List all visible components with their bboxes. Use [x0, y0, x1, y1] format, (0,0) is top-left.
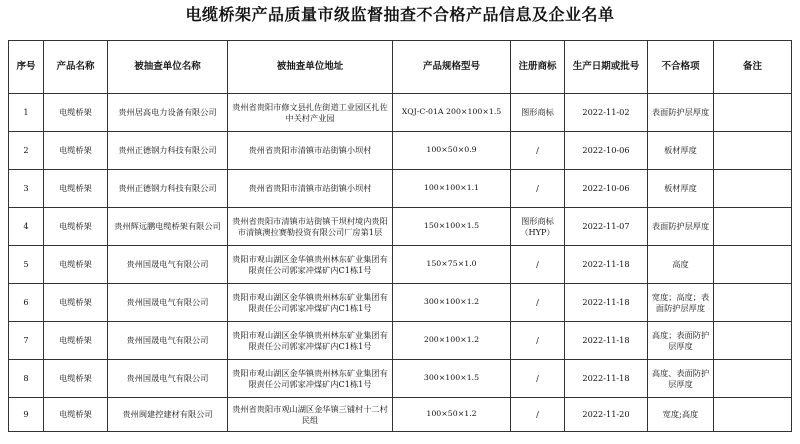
cell-product: 电缆桥架	[44, 246, 108, 284]
cell-company: 贵州正德钢力科技有限公司	[108, 132, 228, 170]
cell-address: 贵州省贵阳市观山湖区金华镇三铺村十二村民组	[228, 398, 393, 432]
table-row	[9, 170, 792, 208]
cell-defect: 高度	[648, 246, 714, 284]
cell-defect: 表面防护层厚度	[648, 94, 714, 132]
table-row	[9, 132, 792, 170]
cell-date: 2022-11-20	[565, 398, 648, 432]
table-row	[9, 360, 792, 398]
cell-remark	[714, 208, 792, 246]
cell-defect: 表面防护层厚度	[648, 208, 714, 246]
cell-spec: 300×100×1.2	[393, 284, 511, 322]
cell-spec: 100×100×1.1	[393, 170, 511, 208]
cell-address: 贵阳市观山湖区金华镇贵州林东矿业集团有限责任公司郭家冲煤矿内C1栋1号	[228, 284, 393, 322]
cell-index: 7	[9, 322, 44, 360]
cell-defect: 高度、表面防护层厚度	[648, 360, 714, 398]
cell-remark	[714, 246, 792, 284]
cell-address: 贵州省贵阳市清镇市站街镇小坝村	[228, 170, 393, 208]
cell-trademark: /	[511, 322, 565, 360]
header-remark: 备注	[714, 41, 792, 94]
cell-company: 贵州国晟电气有限公司	[108, 322, 228, 360]
cell-spec: 100×50×0.9	[393, 132, 511, 170]
cell-defect: 高度；表面防护层厚度	[648, 322, 714, 360]
header-company: 被抽查单位名称	[108, 41, 228, 94]
cell-address: 贵阳市观山湖区金华镇贵州林东矿业集团有限责任公司郭家冲煤矿内C1栋1号	[228, 322, 393, 360]
cell-company: 贵州正德钢力科技有限公司	[108, 170, 228, 208]
cell-defect: 宽度；高度；表面防护层厚度	[648, 284, 714, 322]
cell-remark	[714, 322, 792, 360]
nonconforming-products-table	[8, 40, 792, 432]
cell-remark	[714, 360, 792, 398]
cell-product: 电缆桥架	[44, 208, 108, 246]
table-row	[9, 284, 792, 322]
cell-defect: 宽度;高度	[648, 398, 714, 432]
table-row	[9, 246, 792, 284]
cell-trademark: /	[511, 170, 565, 208]
cell-date: 2022-11-07	[565, 208, 648, 246]
header-product: 产品名称	[44, 41, 108, 94]
cell-date: 2022-10-06	[565, 170, 648, 208]
cell-index: 4	[9, 208, 44, 246]
cell-remark	[714, 284, 792, 322]
header-date: 生产日期或批号	[565, 41, 648, 94]
cell-spec: 200×100×1.2	[393, 322, 511, 360]
cell-product: 电缆桥架	[44, 284, 108, 322]
cell-index: 6	[9, 284, 44, 322]
cell-remark	[714, 170, 792, 208]
page-title: 电缆桥架产品质量市级监督抽查不合格产品信息及企业名单	[185, 5, 615, 24]
cell-company: 贵州辉远鹏电缆桥架有限公司	[108, 208, 228, 246]
cell-spec: 150×75×1.0	[393, 246, 511, 284]
cell-product: 电缆桥架	[44, 94, 108, 132]
cell-address: 贵州省贵阳市清镇市站街镇干坝村境内贵阳市清镇澳拉赛勒投资有限公司厂房第1层	[228, 208, 393, 246]
cell-date: 2022-11-18	[565, 284, 648, 322]
cell-spec: 100×50×1.2	[393, 398, 511, 432]
cell-company: 贵州国晟电气有限公司	[108, 284, 228, 322]
cell-spec: XQJ-C-01A 200×100×1.5	[393, 94, 511, 132]
cell-address: 贵州省贵阳市修文县扎佐街道工业园区扎佐中关村产业园	[228, 94, 393, 132]
header-defect: 不合格项	[648, 41, 714, 94]
cell-company: 贵州闽建控建材有限公司	[108, 398, 228, 432]
table-row	[9, 322, 792, 360]
cell-product: 电缆桥架	[44, 322, 108, 360]
cell-index: 2	[9, 132, 44, 170]
cell-spec: 300×100×1.5	[393, 360, 511, 398]
cell-date: 2022-11-18	[565, 360, 648, 398]
cell-product: 电缆桥架	[44, 398, 108, 432]
cell-defect: 板材厚度	[648, 170, 714, 208]
cell-product: 电缆桥架	[44, 360, 108, 398]
cell-product: 电缆桥架	[44, 170, 108, 208]
cell-trademark: /	[511, 398, 565, 432]
cell-trademark: /	[511, 132, 565, 170]
cell-defect: 板材厚度	[648, 132, 714, 170]
cell-trademark: /	[511, 360, 565, 398]
table-row	[9, 208, 792, 246]
cell-index: 3	[9, 170, 44, 208]
cell-index: 5	[9, 246, 44, 284]
header-index: 序号	[9, 41, 44, 94]
table-row	[9, 94, 792, 132]
cell-date: 2022-10-06	[565, 132, 648, 170]
cell-company: 贵州居高电力设备有限公司	[108, 94, 228, 132]
cell-index: 9	[9, 398, 44, 432]
cell-trademark: 图形商标	[511, 94, 565, 132]
cell-address: 贵州省贵阳市清镇市站街镇小坝村	[228, 132, 393, 170]
cell-remark	[714, 132, 792, 170]
cell-trademark: 图形商标（HYP）	[511, 208, 565, 246]
header-spec: 产品规格型号	[393, 41, 511, 94]
cell-company: 贵州国晟电气有限公司	[108, 360, 228, 398]
cell-remark	[714, 398, 792, 432]
cell-index: 1	[9, 94, 44, 132]
table-row	[9, 398, 792, 432]
cell-remark	[714, 94, 792, 132]
cell-trademark: /	[511, 246, 565, 284]
cell-spec: 150×100×1.5	[393, 208, 511, 246]
cell-address: 贵阳市观山湖区金华镇贵州林东矿业集团有限责任公司郭家冲煤矿内C1栋1号	[228, 360, 393, 398]
cell-address: 贵阳市观山湖区金华镇贵州林东矿业集团有限责任公司郭家冲煤矿内C1栋1号	[228, 246, 393, 284]
header-trademark: 注册商标	[511, 41, 565, 94]
cell-date: 2022-11-18	[565, 246, 648, 284]
header-address: 被抽查单位地址	[228, 41, 393, 94]
cell-product: 电缆桥架	[44, 132, 108, 170]
cell-date: 2022-11-02	[565, 94, 648, 132]
header-row	[9, 41, 792, 94]
cell-index: 8	[9, 360, 44, 398]
cell-trademark: /	[511, 284, 565, 322]
cell-date: 2022-11-18	[565, 322, 648, 360]
cell-company: 贵州国晟电气有限公司	[108, 246, 228, 284]
